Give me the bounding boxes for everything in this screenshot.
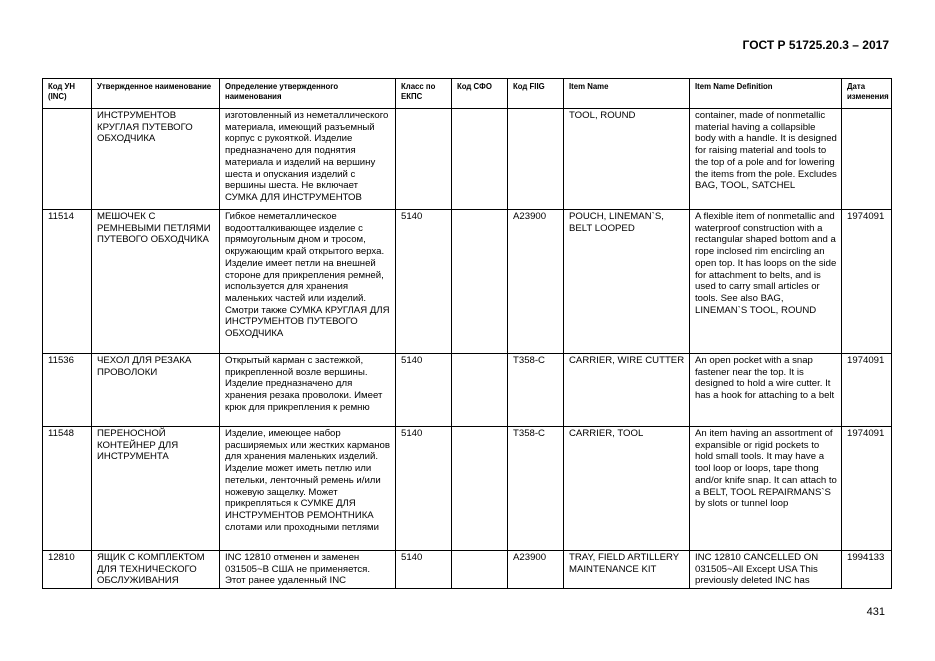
cell-name-ru: ЧЕХОЛ ДЛЯ РЕЗАКА ПРОВОЛОКИ: [92, 354, 220, 427]
col-header-date: Дата изменения: [842, 79, 892, 109]
cell-sfo: [452, 210, 508, 354]
cell-item-name: CARRIER, WIRE CUTTER: [564, 354, 690, 427]
cell-definition-ru: Открытый карман с застежкой, прикрепленной возле вершины. Изделие предназначено для хранения резака проволоки. Имеет крюк для прикрепления к ремню: [220, 354, 396, 427]
cell-fiig: T358-C: [508, 354, 564, 427]
cell-name-ru: ИНСТРУМЕНТОВ КРУГЛАЯ ПУТЕВОГО ОБХОДЧИКА: [92, 109, 220, 210]
col-header-ekps: Класс по ЕКПС: [396, 79, 452, 109]
cell-inc: 11536: [43, 354, 92, 427]
page-number: 431: [866, 606, 885, 618]
col-header-fiig: Код FIIG: [508, 79, 564, 109]
cell-date: 1974091: [842, 427, 892, 551]
cell-inc: 11548: [43, 427, 92, 551]
cell-item-name-definition: An item having an assortment of expansible or rigid pockets to hold small tools. It may have a tool loop or loops, tape thong and/or knife snap. It can attach to a BELT, TOOL REPAIRMANS`S by slots or tunnel loop: [690, 427, 842, 551]
cell-item-name: CARRIER, TOOL: [564, 427, 690, 551]
cell-definition-ru: изготовленный из неметаллического материала, имеющий разъемный корпус с рукояткой. Изделие предназначено для поднятия материала и изделий на вершину шеста и опускания изделий с вершины шеста. Не включает СУМКА ДЛЯ ИНСТРУМЕНТОВ: [220, 109, 396, 210]
cell-ekps: 5140: [396, 210, 452, 354]
table-row: [43, 551, 892, 589]
cell-item-name: TRAY, FIELD ARTILLERY MAINTENANCE KIT: [564, 551, 690, 589]
cell-ekps: 5140: [396, 551, 452, 589]
col-header-name-ru: Утвержденное наименование: [92, 79, 220, 109]
cell-fiig: T358-C: [508, 427, 564, 551]
item-name-table: [42, 78, 892, 589]
cell-sfo: [452, 109, 508, 210]
table-row: [43, 354, 892, 427]
cell-ekps: 5140: [396, 427, 452, 551]
cell-item-name: POUCH, LINEMAN`S, BELT LOOPED: [564, 210, 690, 354]
cell-item-name-definition: container, made of nonmetallic material having a collapsible body with a handle. It is designed for raising material and tools to the top of a pole and for lowering the items from the pole. Excludes BAG, TOOL, SATCHEL: [690, 109, 842, 210]
cell-sfo: [452, 354, 508, 427]
cell-item-name-definition: An open pocket with a snap fastener near the top. It is designed to hold a wire cutter. It has a hook for attaching to a belt: [690, 354, 842, 427]
cell-item-name: TOOL, ROUND: [564, 109, 690, 210]
col-header-inc: Код УН (INC): [43, 79, 92, 109]
cell-item-name-definition: INC 12810 CANCELLED ON 031505~All Except USA This previously deleted INC has: [690, 551, 842, 589]
cell-fiig: [508, 109, 564, 210]
cell-inc: 11514: [43, 210, 92, 354]
table-row: [43, 109, 892, 210]
table-row: [43, 210, 892, 354]
cell-date: 1974091: [842, 354, 892, 427]
cell-item-name-definition: A flexible item of nonmetallic and waterproof construction with a rectangular shaped bottom and a rope inclosed rim encircling an open top. It has loops on the side for attachment to belts, and is used to carry small articles or tools. See also BAG, LINEMAN`S TOOL, ROUND: [690, 210, 842, 354]
cell-date: [842, 109, 892, 210]
cell-fiig: A23900: [508, 551, 564, 589]
cell-definition-ru: Изделие, имеющее набор расширяемых или жестких карманов для хранения маленьких изделий. Изделие может иметь петлю или петельки, ленточный ремень и/или ножевую защелку. Может прикрепляться к СУМКЕ ДЛЯ ИНСТРУМЕНТОВ РЕМОНТНИКА слотами или проходными петлями: [220, 427, 396, 551]
document-header: ГОСТ Р 51725.20.3 – 2017: [742, 38, 889, 52]
col-header-sfo: Код СФО: [452, 79, 508, 109]
cell-inc: [43, 109, 92, 210]
cell-definition-ru: INC 12810 отменен и заменен 031505~B США не применяется. Этот ранее удаленный INC: [220, 551, 396, 589]
table-row: [43, 427, 892, 551]
cell-ekps: 5140: [396, 354, 452, 427]
cell-date: 1994133: [842, 551, 892, 589]
cell-name-ru: МЕШОЧЕК С РЕМНЕВЫМИ ПЕТЛЯМИ ПУТЕВОГО ОБХОДЧИКА: [92, 210, 220, 354]
cell-date: 1974091: [842, 210, 892, 354]
col-header-item-name: Item Name: [564, 79, 690, 109]
cell-fiig: A23900: [508, 210, 564, 354]
col-header-item-name-definition: Item Name Definition: [690, 79, 842, 109]
table-header-row: [43, 79, 892, 109]
cell-ekps: [396, 109, 452, 210]
col-header-definition-ru: Определение утвержденного наименования: [220, 79, 396, 109]
cell-sfo: [452, 427, 508, 551]
cell-definition-ru: Гибкое неметаллическое водоотталкивающее изделие с прямоугольным дном и тросом, окружающим край открытого верха. Изделие имеет петли на внешней стороне для прикрепления ремней, используется для хранения маленьких частей или изделий. Смотри также СУМКА КРУГЛАЯ ДЛЯ ИНСТРУМЕНТОВ ПУТЕВОГО ОБХОДЧИКА: [220, 210, 396, 354]
cell-name-ru: ПЕРЕНОСНОЙ КОНТЕЙНЕР ДЛЯ ИНСТРУМЕНТА: [92, 427, 220, 551]
cell-name-ru: ЯЩИК С КОМПЛЕКТОМ ДЛЯ ТЕХНИЧЕСКОГО ОБСЛУЖИВАНИЯ: [92, 551, 220, 589]
cell-inc: 12810: [43, 551, 92, 589]
cell-sfo: [452, 551, 508, 589]
